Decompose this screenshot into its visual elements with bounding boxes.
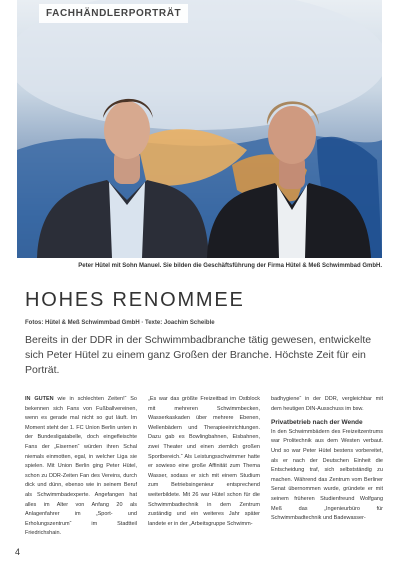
article-column-3 [271,395,383,545]
column-1-text: wie in schlechten Zeiten!“ So bekennen sich Fans von Fußballvereinen, wenn es gerade mal nicht so gut läuft. Im Moment steht der 1. FC Union Berlin unten in der Bundesligatabelle, doch eingefleischte Fans der „Eisernen“ würden ihren Schal niemals einmotten, egal, in welcher Liga sie spielen. Mit Union Berlin ging Peter Hütel, schon zu DDR-Zeiten Fan des Vereins, durch dick und dünn, ebenso wie in seinem Beruf als Schwimmbadexperte. Angefangen hat alles im Alter von Anfang 20 als Anlagenfahrer im „Sport- und Erholungszentrum“ im Stadtteil Friedrichshain. [25,396,137,537]
photo-caption: Peter Hütel mit Sohn Manuel. Sie bilden die Geschäftsführung der Firma Hütel & Meß Schwimmbad GmbH. [78,263,382,269]
article-column-1 [25,395,137,545]
column-3-subhead: Privatbetrieb nach der Wende [271,419,363,427]
hero-photo [17,0,382,258]
article-lead: Bereits in der DDR in der Schwimmbadbranche tätig gewesen, entwickelte sich Peter Hütel zu einem ganz Großen der Branche. Höchste Zeit für ein Porträt. [25,334,372,376]
article-body [25,395,383,545]
section-tag: FACHHÄNDLERPORTRÄT [39,4,188,23]
article-column-2 [148,395,260,545]
hero-photo-illustration [17,0,382,258]
column-2-text: „Es war das größte Freizeitbad im Ostblock mit mehreren Schwimmbecken, Wasserkaskaden über mehrere Ebenen, Wellenbädern und Therapieeinrichtungen. Dazu gab es Bowlingbahnen, Eisbahnen, zwei Theater und einen ziemlich großen Sportbereich.“ Als Leistungsschwimmer hatte er sowieso eine große Affinität zum Thema Wasser, sodass er sich mit einem Studium zum Betriebsingenieur entsprechend weiterbildete. Mit 26 war Hütel schon für die Schwimmbadtechnik in dem Zentrum zuständig und ein weiteres Jahr später landete er in der „Arbeitsgruppe Schwimm- [148,396,260,527]
article-lead-in: IN GUTEN [25,396,54,402]
photo-text-credits: Fotos: Hütel & Meß Schwimmbad GmbH · Texte: Joachim Scheible [25,320,215,326]
page-number: 4 [15,547,21,557]
column-3-text-2: In den Schwimmbädern des Freizeitzentrums war Prolitechnik aus dem Westen verbaut. Und so war Peter Hütel bestens vorbereitet, als er nach der Deutschen Einheit die Entscheidung traf, sich selbstständig zu machen. Während das Zentrum vom Berliner Senat übernommen wurde, gründete er mit seinem früheren Studienfreund Wolfgang Meß das „Ingenieurbüro für Schwimmbadtechnik und Badewasser- [271,428,383,522]
column-3-text: badhygiene“ in der DDR, vergleichbar mit dem heutigen DIN-Ausschuss im bsw. [271,396,383,412]
article-headline: HOHES RENOMMEE [25,289,245,311]
